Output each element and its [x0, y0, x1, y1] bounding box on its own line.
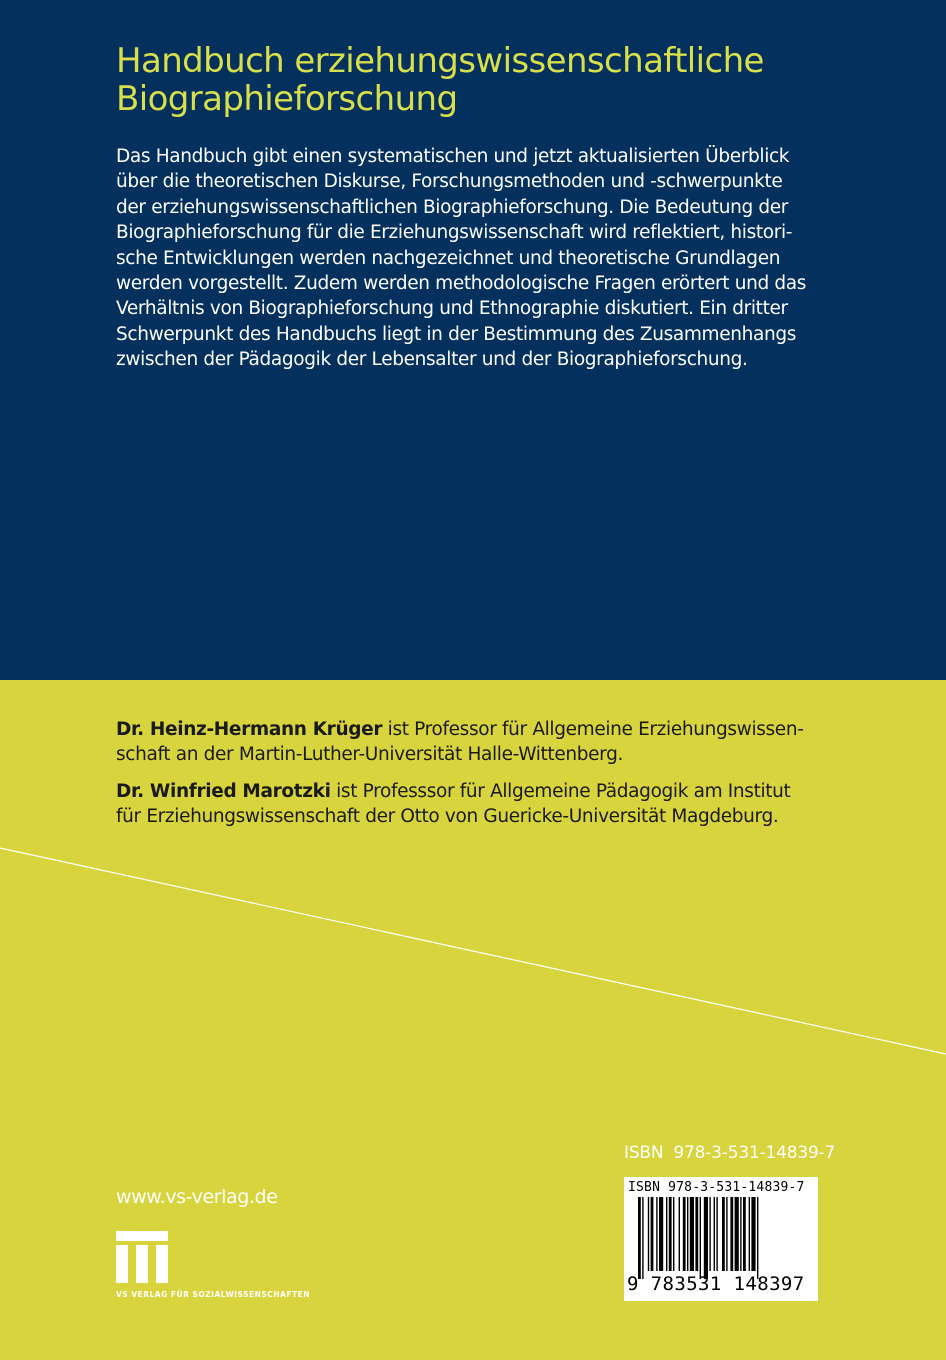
barcode-bar — [704, 1197, 708, 1279]
description-line: werden vorgestellt. Zudem werden methodologische Fragen erörtert und das — [116, 273, 807, 295]
barcode-bar — [651, 1197, 654, 1271]
barcode-bar — [757, 1197, 758, 1279]
author-bio-text: schaft an der Martin-Luther-Universität Halle-Wittenberg. — [116, 744, 624, 766]
barcode-bar — [638, 1197, 641, 1279]
barcode-bar — [709, 1197, 710, 1271]
book-description — [116, 144, 836, 373]
barcode-bar — [690, 1197, 694, 1271]
vs-verlag-logo-icon — [116, 1231, 168, 1283]
barcode-bar — [743, 1197, 746, 1271]
author-bio-krueger — [116, 717, 836, 768]
book-title-line-2: Biographieforschung — [116, 79, 458, 119]
barcode-bar — [656, 1197, 657, 1271]
barcode-bar — [751, 1197, 755, 1271]
barcode-bar — [673, 1197, 674, 1271]
barcode-digits: 9 783531 148397 — [627, 1273, 805, 1295]
barcode-bar — [722, 1197, 725, 1271]
barcode — [624, 1177, 818, 1301]
author-bio-text: für Erziehungswissenschaft der Otto von Guericke-Universität Magdeburg. — [116, 806, 779, 828]
barcode-isbn-text: ISBN 978-3-531-14839-7 — [628, 1180, 805, 1195]
description-line: zwischen der Pädagogik der Lebensalter und der Biographieforschung. — [116, 349, 748, 371]
barcode-bar — [714, 1197, 715, 1271]
description-line: über die theoretischen Diskurse, Forschungsmethoden und -schwerpunkte — [116, 171, 783, 193]
barcode-bar — [695, 1197, 698, 1271]
author-bio-text: ist Professor für Allgemeine Erziehungswissen- — [382, 719, 804, 740]
barcode-bar — [683, 1197, 686, 1271]
description-line: Biographieforschung für die Erziehungswissenschaft wird reflektiert, histori- — [116, 222, 793, 244]
description-line: Schwerpunkt des Handbuchs liegt in der Bestimmung des Zusammenhangs — [116, 323, 797, 345]
barcode-bar — [687, 1197, 688, 1271]
barcode-bar — [716, 1197, 717, 1271]
author-name: Dr. Winfried Marotzki — [116, 781, 331, 802]
isbn-prefix: ISBN — [624, 1143, 664, 1163]
barcode-bar — [749, 1197, 750, 1271]
author-bio-text: ist Professsor für Allgemeine Pädagogik am Institut — [330, 781, 791, 802]
description-line: der erziehungswissenschaftlichen Biographieforschung. Die Bedeutung der — [116, 196, 789, 218]
barcode-bar — [642, 1197, 643, 1279]
barcode-bar — [679, 1197, 680, 1271]
publisher-url: www.vs-verlag.de — [116, 1186, 278, 1208]
description-line: Verhältnis von Biographieforschung und Ethnographie diskutiert. Ein dritter — [116, 298, 788, 320]
book-title-line-1: Handbuch erziehungswissenschaftliche — [116, 41, 764, 81]
description-line: Das Handbuch gibt einen systematischen und jetzt aktualisierten Überblick — [116, 146, 790, 167]
author-bio-marotzki — [116, 779, 836, 830]
barcode-bar — [659, 1197, 663, 1271]
book-title — [116, 42, 876, 118]
isbn-label — [624, 1143, 835, 1163]
barcode-bar — [740, 1197, 741, 1271]
barcode-bar — [726, 1197, 727, 1271]
description-line: sche Entwicklungen werden nachgezeichnet und theoretische Grundlagen — [116, 247, 781, 269]
barcode-bar — [735, 1197, 739, 1271]
barcode-bar — [669, 1197, 672, 1271]
barcode-bar — [648, 1197, 649, 1271]
barcode-bar — [666, 1197, 667, 1271]
barcode-bar — [730, 1197, 733, 1271]
author-name: Dr. Heinz-Hermann Krüger — [116, 719, 383, 740]
barcode-bar — [700, 1197, 701, 1279]
publisher-logo-text: VS VERLAG FÜR SOZIALWISSENSCHAFTEN — [116, 1290, 311, 1299]
isbn-number: 978-3-531-14839-7 — [673, 1143, 836, 1163]
